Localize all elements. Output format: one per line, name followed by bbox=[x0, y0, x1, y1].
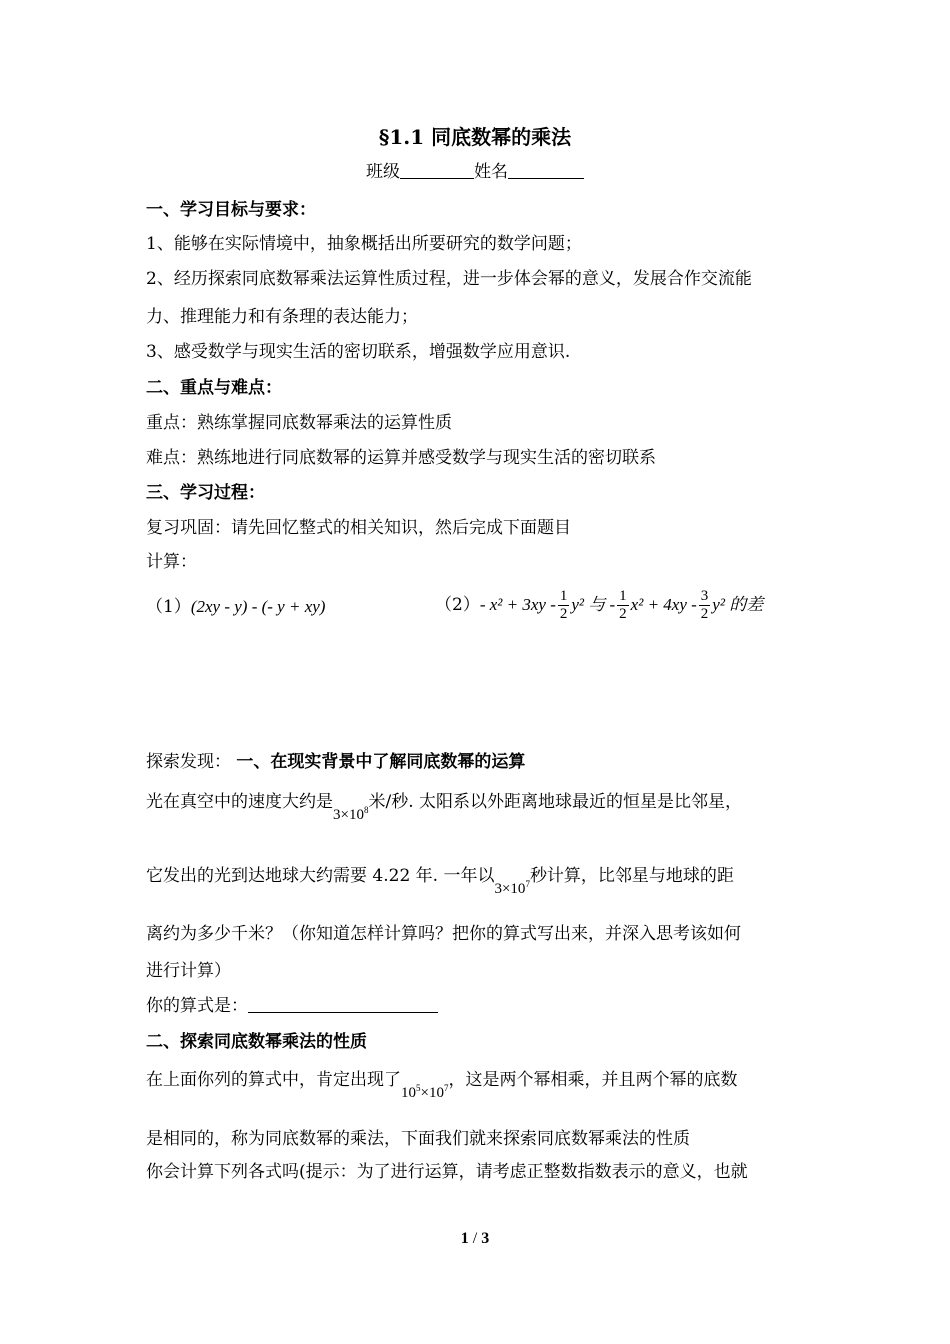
year-seconds-exponent: 7 bbox=[525, 879, 530, 889]
question-1 bbox=[146, 596, 325, 618]
light-speed-base: 3×10 bbox=[333, 807, 364, 823]
explore-heading: 一、在现实背景中了解同底数幂的运算 bbox=[236, 752, 526, 772]
review-text: 复习巩固：请先回忆整式的相关知识，然后完成下面题目 bbox=[146, 518, 571, 538]
key-point: 重点：熟练掌握同底数幂乘法的运算性质 bbox=[146, 413, 452, 433]
page-separator: / bbox=[468, 1230, 482, 1247]
section3-heading: 三、学习过程： bbox=[146, 483, 265, 503]
page-current: 1 bbox=[460, 1230, 469, 1247]
difficult-point: 难点：熟练地进行同底数幂的运算并感受数学与现实生活的密切联系 bbox=[146, 448, 656, 468]
name-blank[interactable] bbox=[508, 161, 584, 179]
class-blank[interactable] bbox=[400, 161, 474, 179]
power-product bbox=[401, 1077, 448, 1104]
goal-item-2b: 力、推理能力和有条理的表达能力； bbox=[146, 307, 418, 327]
goal-item-1: 1、能够在实际情境中，抽象概括出所要研究的数学问题； bbox=[146, 234, 582, 254]
q2-frac2-numerator: 1 bbox=[619, 588, 627, 604]
q1-expression: (2xy - y) - (- y + xy) bbox=[190, 597, 326, 616]
goal-item-2a: 2、经历探索同底数幂乘法运算性质过程，进一步体会幂的意义，发展合作交流能 bbox=[146, 269, 752, 289]
light-speed-exponent: 8 bbox=[363, 805, 369, 815]
section-b-heading: 二、探索同底数幂乘法的性质 bbox=[146, 1032, 367, 1052]
q1-label: （1） bbox=[146, 597, 191, 617]
explore-p1-end: 米/秒. 太阳系以外距离地球最近的恒星是比邻星， bbox=[368, 792, 743, 812]
explore-p1-start: 光在真空中的速度大约是 bbox=[146, 792, 333, 812]
section-b-paragraph-1 bbox=[146, 1065, 738, 1101]
q2-part4: y² 的差 bbox=[712, 595, 764, 614]
class-name-line bbox=[0, 161, 950, 183]
power-b-exponent: 7 bbox=[443, 1083, 449, 1093]
formula-blank[interactable] bbox=[248, 995, 438, 1013]
explore-p2-start: 它发出的光到达地球大约需要 4.22 年. 一年以 bbox=[146, 866, 495, 886]
section2-heading: 二、重点与难点： bbox=[146, 378, 282, 398]
section-b-paragraph-3: 你会计算下列各式吗(提示：为了进行运算，请考虑正整数指数表示的意义，也就 bbox=[146, 1162, 748, 1182]
explore-p2-end: 秒计算，比邻星与地球的距 bbox=[529, 866, 734, 886]
q2-label: （2） bbox=[435, 595, 480, 615]
section1-heading: 一、学习目标与要求： bbox=[146, 200, 316, 220]
section-b-p1-end: ，这是两个幂相乘，并且两个幂的底数 bbox=[448, 1070, 738, 1090]
q2-fraction-3 bbox=[699, 588, 711, 623]
q2-frac3-numerator: 3 bbox=[700, 588, 709, 604]
explore-prefix: 探索发现： bbox=[146, 752, 231, 772]
q2-part2: y² 与 - bbox=[571, 595, 616, 614]
page-total: 3 bbox=[481, 1230, 490, 1247]
q2-part1: - x² + 3xy - bbox=[479, 595, 556, 614]
page-number bbox=[0, 1230, 950, 1248]
q2-part3: x² + 4xy - bbox=[630, 595, 697, 614]
section-b-p1-start: 在上面你列的算式中，肯定出现了 bbox=[146, 1070, 401, 1090]
class-label: 班级 bbox=[366, 162, 400, 182]
power-a-base: 10 bbox=[401, 1085, 416, 1101]
power-a-exponent: 5 bbox=[416, 1083, 421, 1093]
power-b-base: ×10 bbox=[420, 1085, 444, 1101]
goal-item-3: 3、感受数学与现实生活的密切联系，增强数学应用意识. bbox=[146, 342, 571, 362]
light-speed-value bbox=[333, 799, 368, 826]
explore-paragraph-4: 进行计算） bbox=[146, 961, 231, 981]
q2-frac3-denominator: 2 bbox=[700, 606, 709, 622]
q2-frac1-denominator: 2 bbox=[559, 606, 568, 622]
explore-paragraph-3: 离约为多少千米？（你知道怎样计算吗？把你的算式写出来，并深入思考该如何 bbox=[146, 924, 741, 944]
question-2 bbox=[435, 585, 763, 625]
formula-line bbox=[146, 995, 438, 1017]
q2-fraction-1 bbox=[558, 588, 570, 623]
page-title: §1.1 同底数幂的乘法 bbox=[378, 125, 572, 149]
year-seconds-value bbox=[494, 873, 529, 900]
year-seconds-base: 3×10 bbox=[494, 881, 526, 897]
explore-heading-line bbox=[146, 751, 525, 773]
q2-fraction-2 bbox=[617, 588, 629, 623]
name-label: 姓名 bbox=[474, 162, 508, 182]
calc-label: 计算： bbox=[146, 552, 197, 572]
formula-label: 你的算式是： bbox=[146, 996, 248, 1016]
q2-frac1-numerator: 1 bbox=[559, 588, 568, 604]
section-b-paragraph-2: 是相同的，称为同底数幂的乘法，下面我们就来探索同底数幂乘法的性质 bbox=[146, 1129, 690, 1149]
q2-frac2-denominator: 2 bbox=[619, 606, 627, 622]
